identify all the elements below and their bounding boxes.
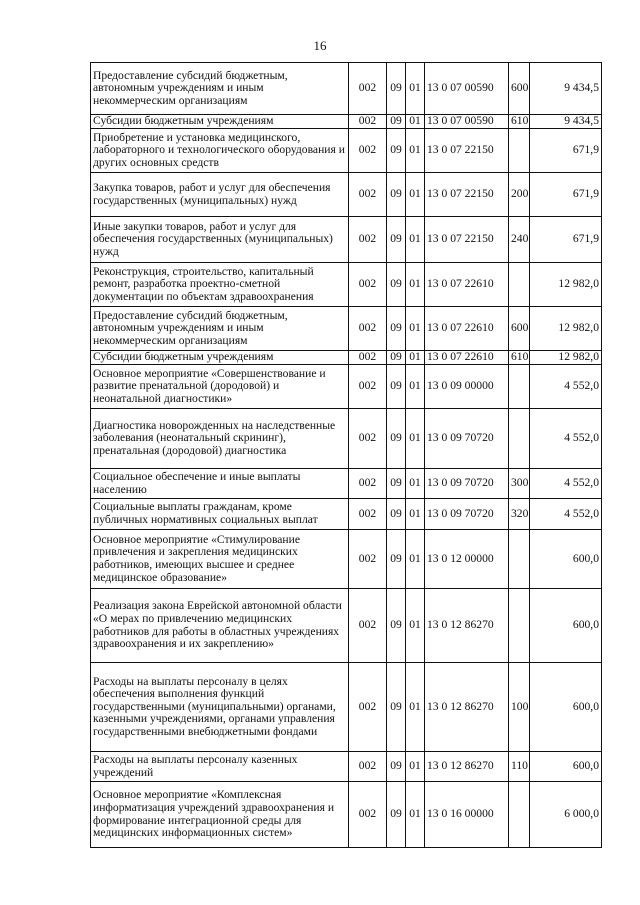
row-subsection: 01 (406, 129, 425, 173)
row-expense-type (509, 782, 530, 848)
row-section: 09 (387, 499, 406, 530)
row-target-article: 13 0 09 00000 (425, 365, 509, 409)
row-expense-type: 300 (509, 469, 530, 499)
row-target-article: 13 0 07 00590 (425, 115, 509, 129)
row-target-article: 13 0 07 22150 (425, 129, 509, 173)
row-name: Диагностика новорожденных на наследственные заболевания (неонатальный скрининг), пренатальная (дородовой) диагностика (91, 409, 349, 469)
row-admin-code: 002 (349, 589, 387, 663)
row-expense-type: 200 (509, 173, 530, 217)
row-amount: 671,9 (530, 217, 602, 263)
table-row (91, 115, 602, 129)
row-target-article: 13 0 12 86270 (425, 663, 509, 752)
row-subsection: 01 (406, 217, 425, 263)
row-amount: 12 982,0 (530, 351, 602, 365)
row-name: Расходы на выплаты персоналу в целях обеспечения выполнения функций государственными (муниципальными) органами, казенными учреждениями, органами управления государственными внебюджетными фондами (91, 663, 349, 752)
row-admin-code: 002 (349, 663, 387, 752)
table-row (91, 530, 602, 589)
row-section: 09 (387, 263, 406, 307)
row-admin-code: 002 (349, 115, 387, 129)
row-name: Предоставление субсидий бюджетным, автономным учреждениям и иным некоммерческим организациям (91, 63, 349, 115)
table-row (91, 752, 602, 782)
row-admin-code: 002 (349, 530, 387, 589)
row-expense-type: 100 (509, 663, 530, 752)
row-name: Социальное обеспечение и иные выплаты населению (91, 469, 349, 499)
row-expense-type: 610 (509, 115, 530, 129)
row-target-article: 13 0 09 70720 (425, 469, 509, 499)
row-section: 09 (387, 663, 406, 752)
table-row (91, 63, 602, 115)
row-name: Закупка товаров, работ и услуг для обеспечения государственных (муниципальных) нужд (91, 173, 349, 217)
row-expense-type (509, 365, 530, 409)
row-section: 09 (387, 782, 406, 848)
row-admin-code: 002 (349, 217, 387, 263)
row-target-article: 13 0 09 70720 (425, 409, 509, 469)
row-section: 09 (387, 409, 406, 469)
row-expense-type (509, 129, 530, 173)
row-amount: 600,0 (530, 663, 602, 752)
row-name: Реконструкция, строительство, капитальный ремонт, разработка проектно-сметной документации по объектам здравоохранения (91, 263, 349, 307)
row-target-article: 13 0 12 00000 (425, 530, 509, 589)
row-name: Основное мероприятие «Комплексная информатизация учреждений здравоохранения и формирование интеграционной среды для медицинских информационных систем» (91, 782, 349, 848)
row-subsection: 01 (406, 589, 425, 663)
row-subsection: 01 (406, 365, 425, 409)
row-subsection: 01 (406, 663, 425, 752)
row-amount: 671,9 (530, 129, 602, 173)
row-subsection: 01 (406, 63, 425, 115)
table-row (91, 469, 602, 499)
row-admin-code: 002 (349, 129, 387, 173)
row-amount: 4 552,0 (530, 469, 602, 499)
table-row (91, 409, 602, 469)
row-target-article: 13 0 16 00000 (425, 782, 509, 848)
row-amount: 671,9 (530, 173, 602, 217)
table-row (91, 663, 602, 752)
row-section: 09 (387, 63, 406, 115)
row-amount: 9 434,5 (530, 63, 602, 115)
row-expense-type: 610 (509, 351, 530, 365)
row-admin-code: 002 (349, 469, 387, 499)
row-section: 09 (387, 365, 406, 409)
table-row (91, 365, 602, 409)
row-admin-code: 002 (349, 365, 387, 409)
row-target-article: 13 0 12 86270 (425, 752, 509, 782)
row-section: 09 (387, 115, 406, 129)
row-target-article: 13 0 07 22610 (425, 307, 509, 351)
row-name: Основное мероприятие «Стимулирование привлечения и закрепления медицинских работников, имеющих высшее и среднее медицинское образование» (91, 530, 349, 589)
row-amount: 4 552,0 (530, 365, 602, 409)
row-target-article: 13 0 07 00590 (425, 63, 509, 115)
row-target-article: 13 0 07 22150 (425, 173, 509, 217)
row-expense-type (509, 589, 530, 663)
row-section: 09 (387, 351, 406, 365)
row-name: Субсидии бюджетным учреждениям (91, 115, 349, 129)
row-section: 09 (387, 307, 406, 351)
table-row (91, 173, 602, 217)
row-amount: 6 000,0 (530, 782, 602, 848)
row-expense-type: 600 (509, 307, 530, 351)
row-name: Основное мероприятие «Совершенствование и развитие пренатальной (дородовой) и неонатальной диагностики» (91, 365, 349, 409)
row-name: Приобретение и установка медицинского, лабораторного и технологического оборудования и других основных средств (91, 129, 349, 173)
row-target-article: 13 0 07 22150 (425, 217, 509, 263)
table-row (91, 129, 602, 173)
row-admin-code: 002 (349, 173, 387, 217)
row-admin-code: 002 (349, 63, 387, 115)
row-subsection: 01 (406, 530, 425, 589)
row-target-article: 13 0 07 22610 (425, 351, 509, 365)
row-subsection: 01 (406, 351, 425, 365)
row-amount: 12 982,0 (530, 263, 602, 307)
row-expense-type (509, 530, 530, 589)
row-amount: 9 434,5 (530, 115, 602, 129)
budget-table (90, 62, 602, 848)
row-section: 09 (387, 589, 406, 663)
row-amount: 4 552,0 (530, 409, 602, 469)
row-subsection: 01 (406, 469, 425, 499)
row-target-article: 13 0 07 22610 (425, 263, 509, 307)
row-expense-type: 320 (509, 499, 530, 530)
table-row (91, 499, 602, 530)
row-name: Иные закупки товаров, работ и услуг для обеспечения государственных (муниципальных) нужд (91, 217, 349, 263)
row-section: 09 (387, 752, 406, 782)
table-row (91, 351, 602, 365)
table-row (91, 307, 602, 351)
row-section: 09 (387, 173, 406, 217)
row-name: Расходы на выплаты персоналу казенных учреждений (91, 752, 349, 782)
row-subsection: 01 (406, 409, 425, 469)
row-subsection: 01 (406, 115, 425, 129)
table-row (91, 263, 602, 307)
row-section: 09 (387, 530, 406, 589)
row-expense-type (509, 263, 530, 307)
row-name: Предоставление субсидий бюджетным, автономным учреждениям и иным некоммерческим организациям (91, 307, 349, 351)
row-name: Реализация закона Еврейской автономной области «О мерах по привлечению медицинских работников для работы в областных учреждениях здравоохранения и их закреплению» (91, 589, 349, 663)
table-row (91, 217, 602, 263)
row-admin-code: 002 (349, 351, 387, 365)
row-expense-type: 600 (509, 63, 530, 115)
row-subsection: 01 (406, 782, 425, 848)
row-section: 09 (387, 129, 406, 173)
table-row (91, 782, 602, 848)
row-admin-code: 002 (349, 782, 387, 848)
row-target-article: 13 0 12 86270 (425, 589, 509, 663)
row-admin-code: 002 (349, 752, 387, 782)
row-section: 09 (387, 469, 406, 499)
row-target-article: 13 0 09 70720 (425, 499, 509, 530)
row-subsection: 01 (406, 173, 425, 217)
row-amount: 600,0 (530, 752, 602, 782)
row-subsection: 01 (406, 263, 425, 307)
row-amount: 600,0 (530, 530, 602, 589)
row-subsection: 01 (406, 307, 425, 351)
row-amount: 12 982,0 (530, 307, 602, 351)
row-name: Субсидии бюджетным учреждениям (91, 351, 349, 365)
row-admin-code: 002 (349, 263, 387, 307)
row-section: 09 (387, 217, 406, 263)
page-number: 16 (313, 38, 327, 53)
row-amount: 600,0 (530, 589, 602, 663)
row-admin-code: 002 (349, 499, 387, 530)
row-subsection: 01 (406, 499, 425, 530)
row-amount: 4 552,0 (530, 499, 602, 530)
row-expense-type: 110 (509, 752, 530, 782)
row-admin-code: 002 (349, 409, 387, 469)
row-subsection: 01 (406, 752, 425, 782)
row-name: Социальные выплаты гражданам, кроме публичных нормативных социальных выплат (91, 499, 349, 530)
table-row (91, 589, 602, 663)
row-expense-type: 240 (509, 217, 530, 263)
row-expense-type (509, 409, 530, 469)
row-admin-code: 002 (349, 307, 387, 351)
